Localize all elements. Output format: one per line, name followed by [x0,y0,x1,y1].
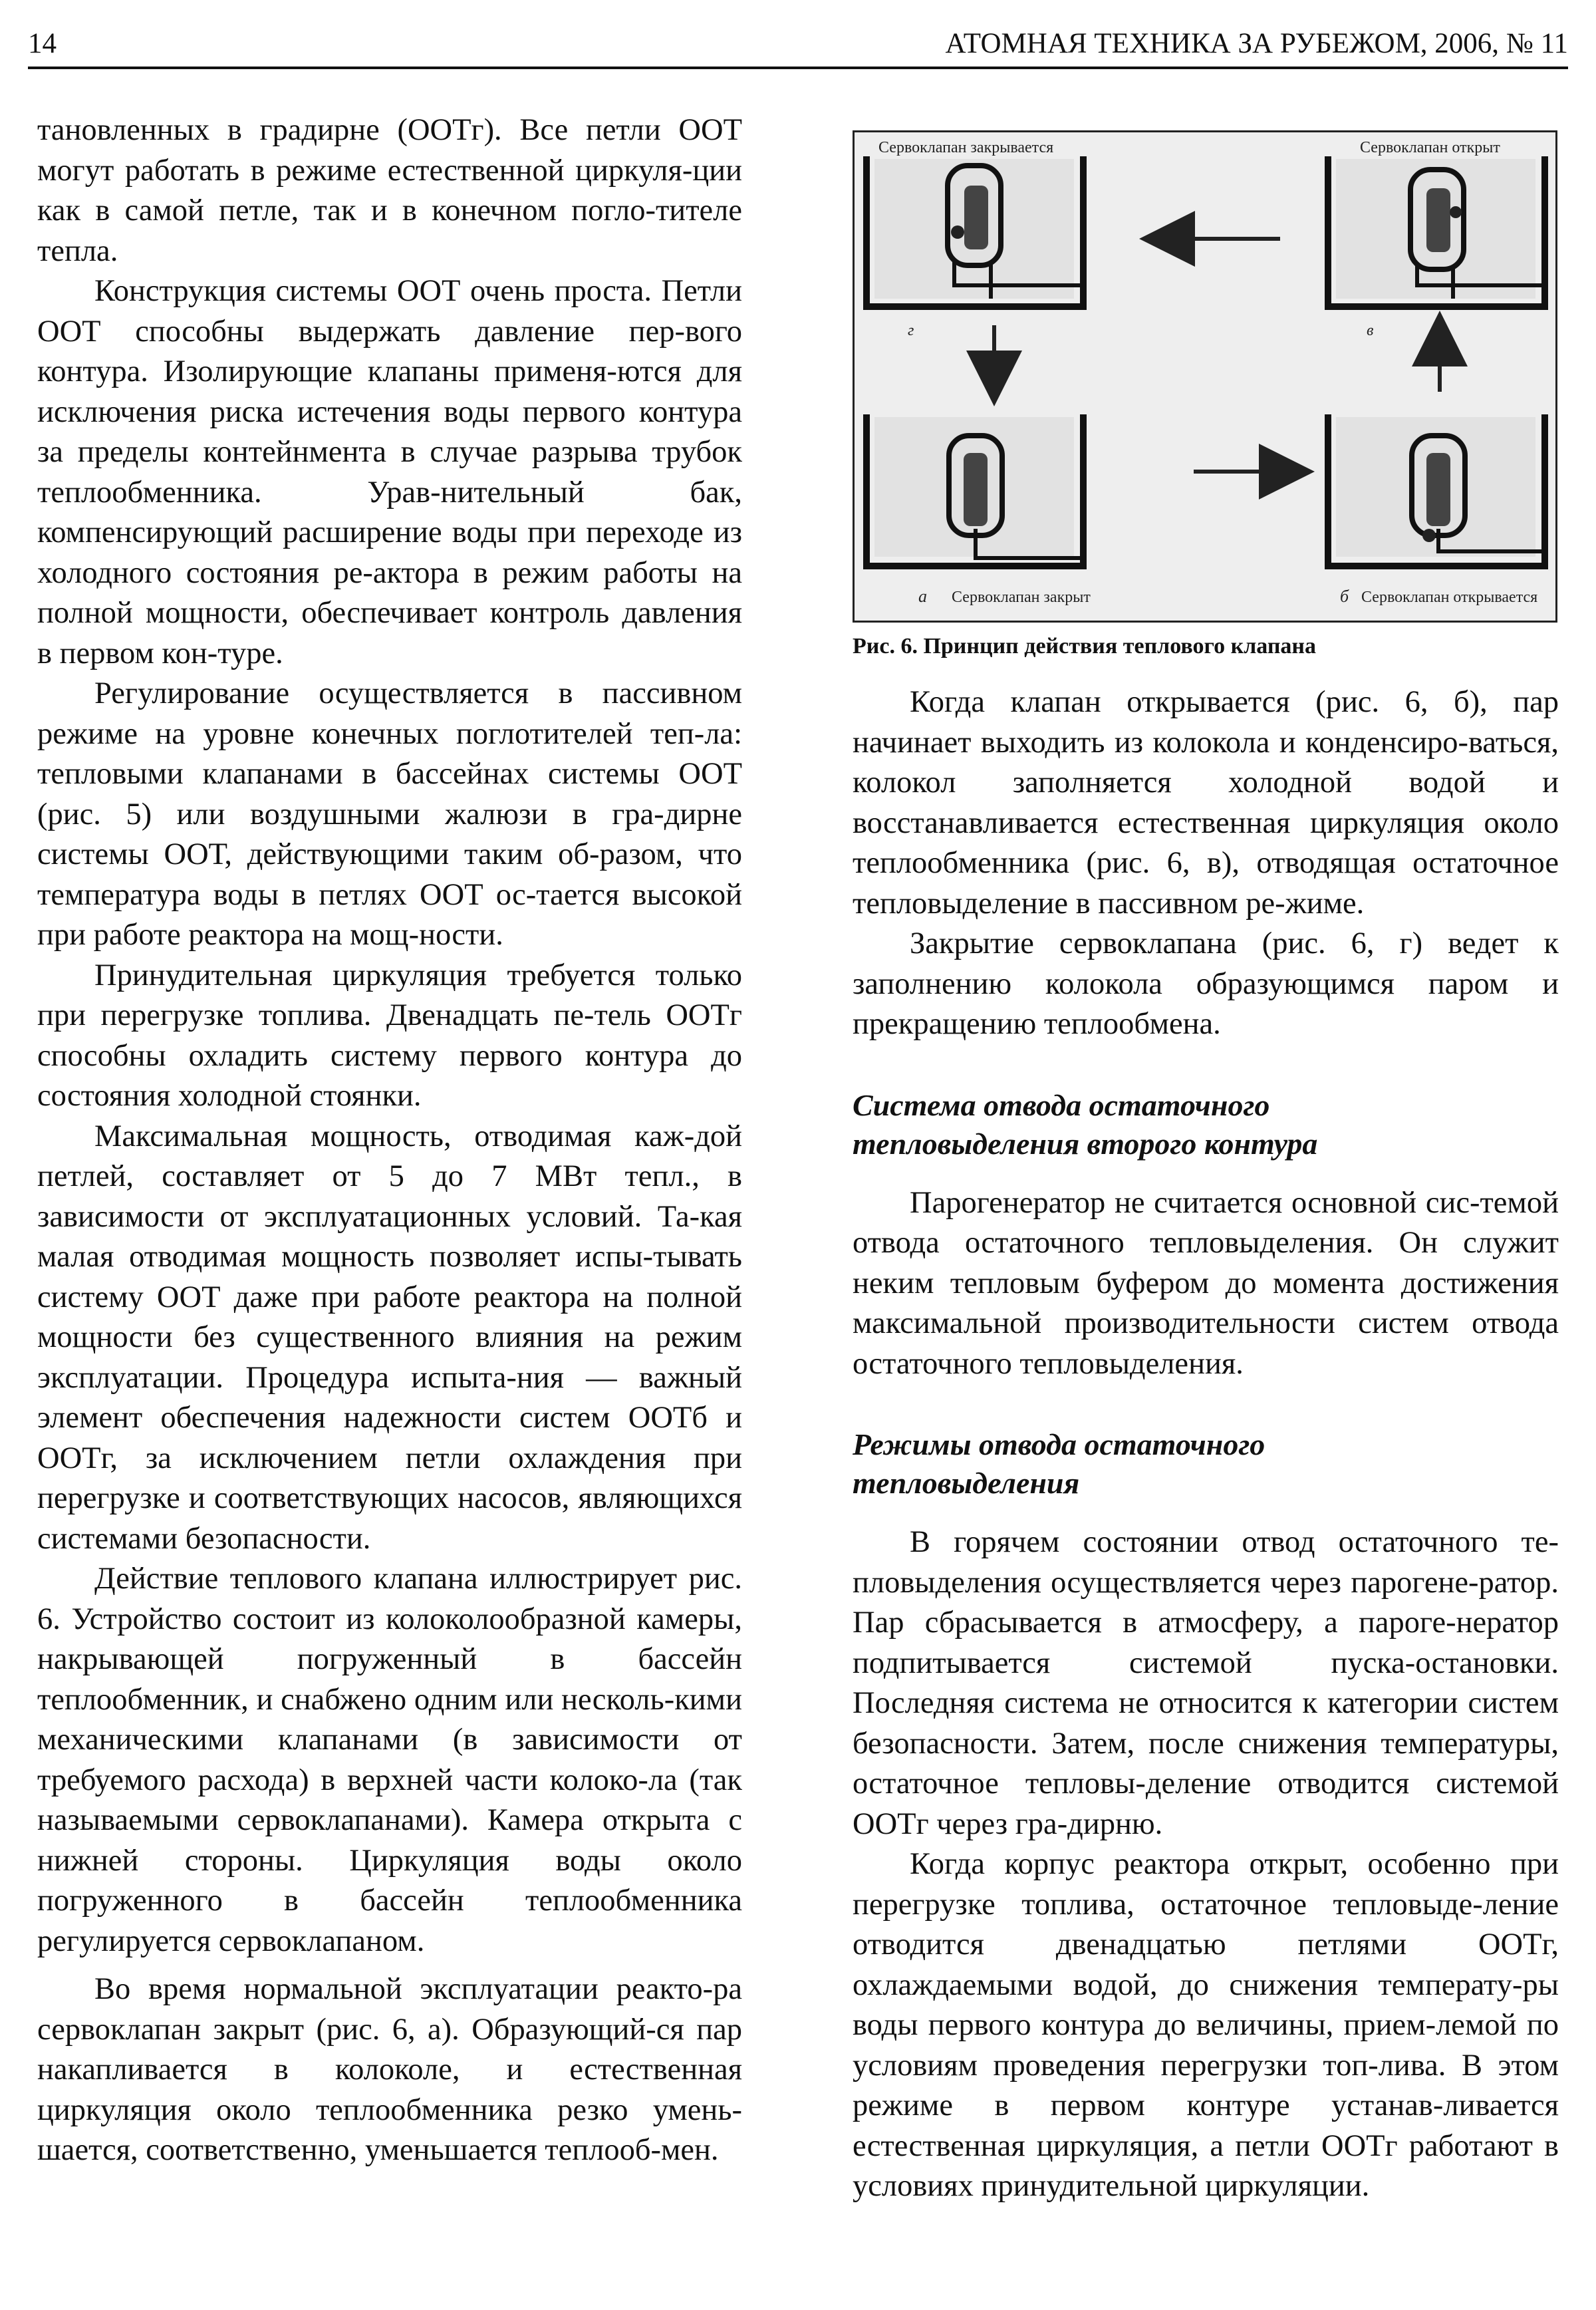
thermal-valve-diagram [855,132,1555,621]
left-column [37,110,742,2171]
section-heading-line: Режимы отвода остаточного [853,1427,1265,1461]
panel-a [866,414,1083,566]
section-heading-line: Система отвода остаточного [853,1087,1270,1122]
label-bl: Сервоклапан закрыт [952,589,1091,606]
right-column [853,130,1559,2207]
panel-v [1328,156,1545,307]
panel-g [866,156,1083,307]
paragraph: тановленных в градирне (ООТг). Все петли ООТ могут работать в режиме естественной циркуля-ции как в самой петле, так и в конечном погло-тителе тепла. [37,113,742,268]
label-tl: Сервоклапан закрывается [878,139,1054,156]
paragraph: Регулирование осуществляется в пассивном режиме на уровне конечных поглотителей теп-ла: тепловыми клапанами в бассейнах системы ООТ (рис. 5) или воздушными жалюзи в гра-дирне системы ООТ, действующими таким об-разом, что температура воды в петлях ООТ ос-тается высокой при работе реактора на мощ-ности. [37,676,742,952]
label-v: в [1367,322,1374,339]
paragraph: Закрытие сервоклапана (рис. 6, г) ведет к заполнению колокола образующимся паром и прекращению теплообмена. [853,927,1559,1041]
paragraph: Конструкция системы ООТ очень проста. Петли ООТ способны выдержать давление пер-вого контура. Изолирующие клапаны применя-ются для исключения риска истечения воды первого контура за пределы контейнмента в случае разрыва трубок теплообменника. Урав-нительный бак, компенсирующий расширение воды при переходе из холодного состояния ре-актора в режим работы на полной мощности, обеспечивает контроль давления в первом кон-туре. [37,274,742,670]
paragraph: Когда корпус реактора открыт, особенно при перегрузке топлива, остаточное тепловыде-ление отводится двенадцатью петлями ООТг, охлаждаемыми водой, до снижения температу-ры воды первого контура до величины, прием-лемой по условиям проведения перегрузки топ-лива. В этом режиме в первом контуре устанав-ливается естественная циркуляция, а петли ООТг работают в условиях принудительной циркуляции. [853,1847,1559,2203]
running-header [28,15,1568,69]
panel-b [1328,414,1545,566]
section-heading-line: тепловыделения [853,1466,1080,1500]
figure-caption: Рис. 6. Принцип действия теплового клапана [853,634,1316,658]
paragraph: Принудительная циркуляция требуется только при перегрузке топлива. Двенадцать пе-тель ООТг способны охладить систему первого контура до состояния холодной стоянки. [37,958,742,1113]
section-heading [853,1425,1559,1503]
paragraph: Парогенератор не считается основной сис-темой отвода остаточного тепловыделения. Он служит неким тепловым буфером до момента достижения максимальной производительности систем отвода остаточного тепловыделения. [853,1185,1559,1381]
paragraph: Когда клапан открывается (рис. 6, б), пар начинает выходить из колокола и конденсиро-ваться, колокол заполняется холодной водой и восстанавливается естественная циркуляция около теплообменника (рис. 6, в), отводящая остаточное тепловыделение в пассивном ре-жиме. [853,685,1559,921]
paragraph: Действие теплового клапана иллюстрирует рис. 6. Устройство состоит из колоколообразной камеры, накрывающей погруженный в бассейн теплообменник, и снабжено одним или несколь-кими механическими клапанами (в зависимости от требуемого расхода) в верхней части колоко-ла (так называемыми сервоклапанами). Камера открыта с нижней стороны. Циркуляция воды около погруженного в бассейн теплообменника регулируется сервоклапаном. [37,1562,742,1958]
label-br: Сервоклапан открывается [1361,589,1538,606]
paragraph: Максимальная мощность, отводимая каж-дой петлей, составляет от 5 до 7 МВт тепл., в зависимости от эксплуатационных условий. Та-кая малая отводимая мощность позволяет испы-тывать систему ООТ даже при работе реактора на полной мощности без существенного влияния на режим эксплуатации. Процедура испыта-ния — важный элемент обеспечения надежности систем ООТб и ООТг, за исключением петли охлаждения при перегрузке и соответствующих насосов, являющихся системами безопасности. [37,1119,742,1556]
label-tr: Сервоклапан открыт [1360,139,1500,156]
paragraph: Во время нормальной эксплуатации реакто-ра сервоклапан закрыт (рис. 6, а). Образующий-ся пар накапливается в колоколе, и естественная циркуляция около теплообменника резко умень-шается, соответственно, уменьшается теплооб-мен. [37,1972,742,2167]
section-heading-line: тепловыделения второго контура [853,1126,1318,1161]
label-g: г [908,322,914,339]
section-heading [853,1086,1559,1163]
journal-title: АТОМНАЯ ТЕХНИКА ЗА РУБЕЖОМ, 2006, № 11 [945,28,1568,59]
page-number: 14 [28,28,57,59]
paragraph: В горячем состоянии отвод остаточного те-пловыделения осуществляется через парогене-ратор. Пар сбрасывается в атмосферу, а пароге-нератор подпитывается системой пуска-остановки. Последняя система не относится к категории систем безопасности. Затем, после снижения температуры, остаточное тепловы-деление отводится системой ООТг через гра-дирню. [853,1525,1559,1841]
figure-6 [853,130,1557,623]
label-a: а [918,587,927,606]
label-b: б [1340,587,1349,606]
